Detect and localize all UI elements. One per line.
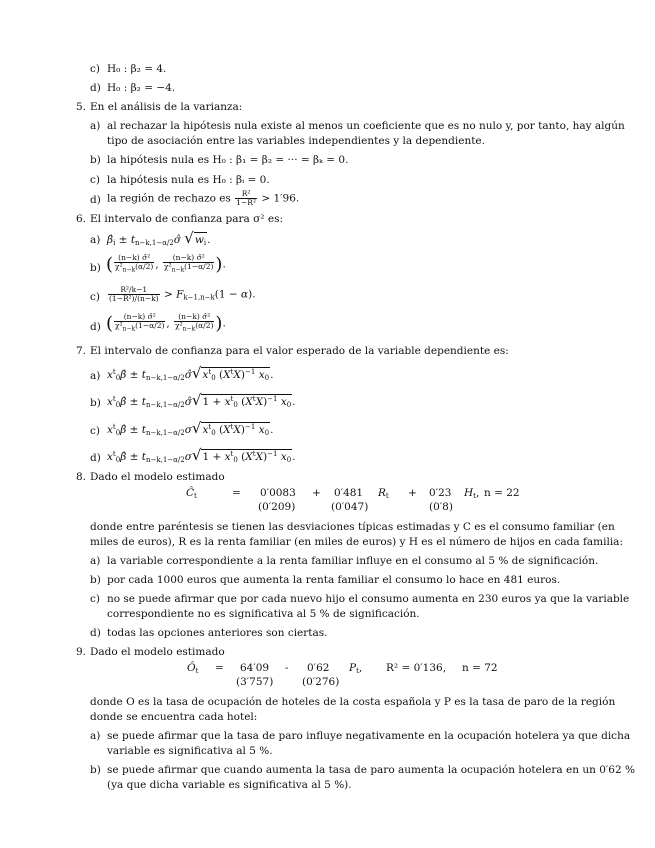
q8-equals: =	[232, 487, 241, 499]
q7-option-a-label: a)	[90, 370, 101, 382]
q6-option-a-label: a)	[90, 234, 101, 246]
q9-sample-size: n = 72	[462, 662, 498, 674]
q8-coef-h: 0′23	[429, 487, 452, 499]
q9-option-b-line2: (ya que dicha variable es significativa al 5 %).	[107, 779, 352, 791]
q9-se-p: (0′276)	[302, 676, 340, 688]
q9-coef-p: 0′62	[307, 662, 330, 674]
q8-stem: Dado el modelo estimado	[90, 471, 225, 483]
q9-option-b-line1: se puede afirmar que cuando aumenta la tasa de paro aumenta la ocupación hotelera en un 0′62 %	[107, 764, 635, 776]
q8-option-d-text: todas las opciones anteriores son ciertas.	[107, 627, 328, 639]
q7-option-d-label: d)	[90, 452, 101, 464]
q8-se-r: (0′047)	[331, 501, 369, 513]
q7-option-b-formula: $x^t_0\betâ$ ± $t_{n-k,1-\alpha/2}\sigmâ√1 + x^t_0$ $(X^tX)^{-1}$ $x_0$.	[107, 391, 296, 409]
q8-coef-intercept: 0′0083	[260, 487, 296, 499]
q8-coef-r: 0′481	[334, 487, 364, 499]
q9-option-b-label: b)	[90, 764, 101, 776]
q8-option-c-line1: no se puede afirmar que por cada nuevo hijo el consumo aumenta en 230 euros ya que la variable	[107, 593, 630, 605]
q7-option-a-formula: $x^t_0\betâ$ ± $t_{n-k,1-\alpha/2}\sigmâ√x^t_0$ $(X^tX)^{-1}$ $x_0$.	[107, 364, 274, 382]
q9-coef-intercept: 64′09	[240, 662, 270, 674]
q4-option-d-text: H₀ : β₂ = −4.	[107, 82, 176, 94]
q8-option-a-text: la variable correspondiente a la renta familiar influye en el consumo al 5 % de significación.	[107, 555, 599, 567]
q5-option-d-tail: > 1′96.	[261, 192, 300, 205]
q8-option-c-line2: correspondiente no es significativa al 5 % de significación.	[107, 608, 420, 620]
q5-option-d-fraction: $\frac{\text{R²}}{\text{1−R²}}$	[236, 189, 256, 207]
q5-option-b-text: la hipótesis nula es H₀ : β₁ = β₂ = ··· = βₖ = 0.	[107, 154, 349, 166]
q6-stem: El intervalo de confianza para σ² es:	[90, 213, 283, 225]
q8-plus-1: +	[312, 487, 321, 499]
q6-number: 6.	[76, 213, 87, 225]
q8-se-h: (0′8)	[429, 501, 453, 513]
q5-option-c-label: c)	[90, 174, 100, 186]
q7-option-d-formula: $x^t_0\betâ \pm t_{n-k,1-\alpha/2}\sigma√1 + x^t_0$ $(X^tX)^{-1}$ $x_0$.	[107, 446, 296, 464]
q6-option-a-formula: $\betâ_i$ ± $t_{n-k,1-\alpha/2}\sigmâ$ $√w_i$.	[107, 229, 211, 247]
q8-var-h: $H_t$,	[464, 487, 480, 500]
q9-var-p: $P_t$,	[349, 662, 363, 675]
q9-stem: Dado el modelo estimado	[90, 646, 225, 658]
q5-option-a-line2: tipo de asociación entre las variables independientes y la dependiente.	[107, 135, 485, 147]
q5-option-a-label: a)	[90, 120, 101, 132]
q9-equals: =	[215, 662, 224, 674]
q8-description-line2: miles de euros), R es la renta familiar (en miles de euros) y H es el número de hijos en cada familia:	[90, 536, 623, 548]
q8-option-c-label: c)	[90, 593, 100, 605]
q5-option-b-label: b)	[90, 154, 101, 166]
q5-option-d-formula	[107, 190, 299, 207]
q8-se-intercept: (0′209)	[258, 501, 296, 513]
q6-option-d-label: d)	[90, 321, 101, 333]
q9-se-intercept: (3′757)	[236, 676, 274, 688]
q8-description-line1: donde entre paréntesis se tienen las desviaciones típicas estimadas y C es el consumo familiar (en	[90, 521, 615, 533]
q6-option-b-label: b)	[90, 262, 101, 274]
q5-option-c-text: la hipótesis nula es H₀ : βᵢ = 0.	[107, 174, 270, 186]
q7-option-c-label: c)	[90, 425, 100, 437]
q5-option-a-line1: al rechazar la hipótesis nula existe al menos un coeficiente que es no nulo y, por tanto, hay algún	[107, 120, 625, 132]
q4-option-d-label: d)	[90, 82, 101, 94]
q4-option-c-text: H₀ : β₂ = 4.	[107, 63, 167, 75]
q7-option-c-formula: $x^t_0\betâ \pm t_{n-k,1-\alpha/2}\sigma√x^t_0$ $(X^tX)^{-1}$ $x_0$.	[107, 419, 274, 437]
q6-option-b-formula: ( $\frac{\text{(n−k) σ̂²}}{\chi^2_{n-k}(\alpha/2)}$ , $\frac{\text{(n−k) σ̂²}}{\chi^2_{n-k}(1-\alpha/2)}$ ).	[106, 253, 226, 275]
q9-r-squared: R² = 0′136,	[386, 662, 447, 674]
q9-option-a-line2: variable es significativa al 5 %.	[107, 745, 273, 757]
q8-option-b-label: b)	[90, 574, 101, 586]
q5-number: 5.	[76, 101, 87, 113]
q7-stem: El intervalo de confianza para el valor esperado de la variable dependiente es:	[90, 345, 509, 357]
q9-description-line1: donde O es la tasa de ocupación de hoteles de la costa española y P es la tasa de paro de la región	[90, 696, 616, 708]
q9-option-a-line1: se puede afirmar que la tasa de paro influye negativamente en la ocupación hotelera ya que dicha	[107, 730, 631, 742]
q5-stem: En el análisis de la varianza:	[90, 101, 243, 113]
q9-minus: -	[285, 662, 289, 674]
q5-option-d-text: la región de rechazo es	[107, 192, 231, 205]
q8-dependent-var: $Ĉ_t$	[186, 487, 197, 500]
q7-option-b-label: b)	[90, 397, 101, 409]
q4-option-c-label: c)	[90, 63, 100, 75]
q6-option-c-formula: $\frac{\text{R²/k−1}}{\text{(1−R²)/(n−k)}}$ > $F_{k-1,n-k}(1 - \alpha)$.	[109, 285, 256, 303]
q8-plus-2: +	[408, 487, 417, 499]
q6-option-d-formula: ( $\frac{\text{(n−k) σ̂²}}{\chi^2_{n-k}(1-\alpha/2)}$ , $\frac{\text{(n−k) σ̂²}}{\chi^2_{n-k}(\alpha/2)}$ ).	[106, 312, 226, 334]
q8-option-d-label: d)	[90, 627, 101, 639]
q9-number: 9.	[76, 646, 87, 658]
q9-description-line2: donde se encuentra cada hotel:	[90, 711, 258, 723]
q8-option-b-text: por cada 1000 euros que aumenta la renta familiar el consumo lo hace en 481 euros.	[107, 574, 561, 586]
q8-sample-size: n = 22	[484, 487, 520, 499]
q6-option-c-label: c)	[90, 291, 100, 303]
q8-var-r: $R_t$	[378, 487, 389, 500]
q8-option-a-label: a)	[90, 555, 101, 567]
q5-option-d-label: d)	[90, 194, 101, 206]
q9-option-a-label: a)	[90, 730, 101, 742]
q8-number: 8.	[76, 471, 87, 483]
q9-dependent-var: $Ô_t$	[187, 662, 199, 675]
q7-number: 7.	[76, 345, 87, 357]
